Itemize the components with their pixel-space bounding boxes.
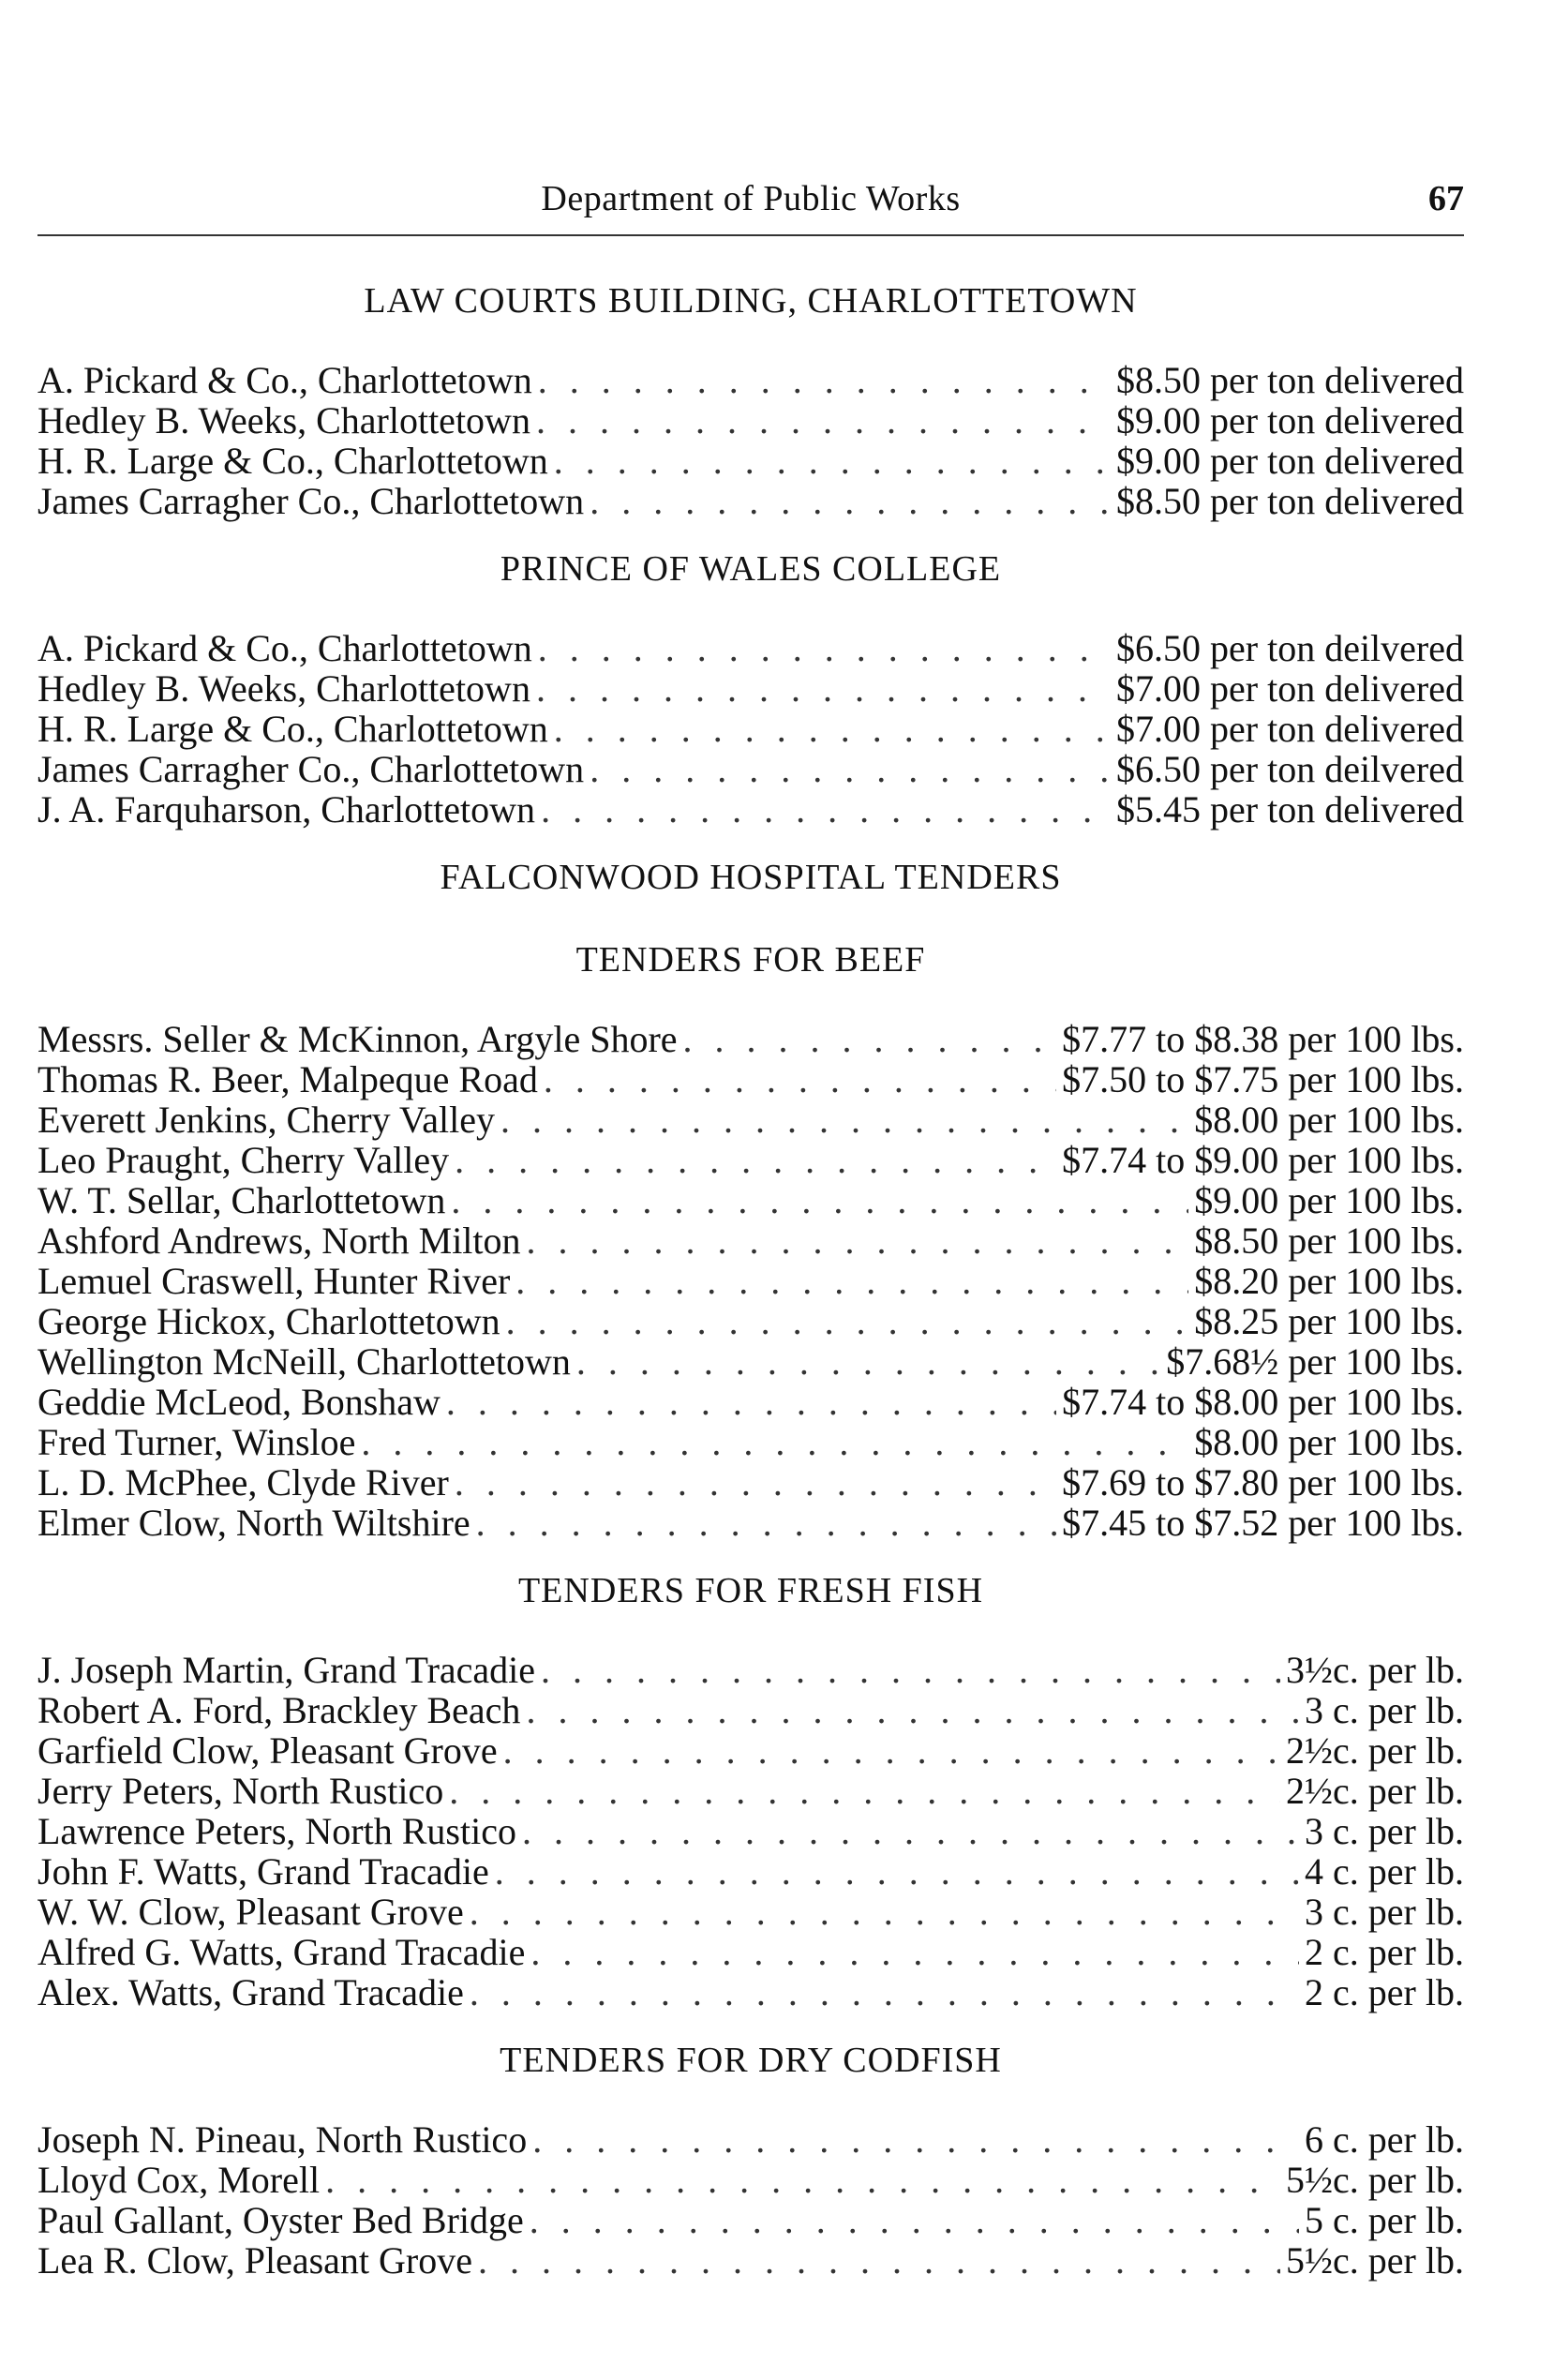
dot-leader bbox=[476, 1503, 1056, 1543]
list-item bbox=[37, 1771, 1464, 1811]
dot-leader bbox=[536, 400, 1111, 441]
running-title: Department of Public Works bbox=[541, 179, 961, 218]
dot-leader bbox=[536, 668, 1111, 709]
dot-leader bbox=[530, 2200, 1299, 2240]
list-item bbox=[37, 1059, 1464, 1100]
tenderer-name: Robert A. Ford, Brackley Beach bbox=[37, 1689, 521, 1731]
dot-leader bbox=[325, 2160, 1280, 2200]
tender-price: 5½c. per lb. bbox=[1286, 2239, 1464, 2282]
dot-leader bbox=[576, 1341, 1160, 1382]
tender-price: $8.50 per ton delivered bbox=[1116, 359, 1464, 401]
list-item bbox=[37, 749, 1464, 789]
tenderer-name: W. T. Sellar, Charlottetown bbox=[37, 1179, 446, 1221]
tenderer-name: Lawrence Peters, North Rustico bbox=[37, 1810, 516, 1852]
header-rule bbox=[37, 234, 1464, 236]
section-beef-tenders bbox=[37, 936, 1464, 1567]
list-item bbox=[37, 1851, 1464, 1892]
tenderer-name: Alex. Watts, Grand Tracadie bbox=[37, 1971, 464, 2013]
dot-leader bbox=[526, 1690, 1299, 1730]
dot-leader bbox=[538, 360, 1111, 400]
dot-leader bbox=[683, 1019, 1057, 1059]
list-item bbox=[37, 1730, 1464, 1771]
dot-leader bbox=[500, 1100, 1188, 1140]
tender-price: $7.74 to $8.00 per 100 lbs. bbox=[1062, 1381, 1464, 1423]
tenderer-name: H. R. Large & Co., Charlottetown bbox=[37, 708, 548, 750]
dot-leader bbox=[361, 1422, 1188, 1462]
tender-price: 3 c. per lb. bbox=[1305, 1891, 1464, 1933]
tenderer-name: Lea R. Clow, Pleasant Grove bbox=[37, 2239, 472, 2282]
dot-leader bbox=[449, 1771, 1280, 1811]
dot-leader bbox=[590, 749, 1111, 789]
tenderer-name: H. R. Large & Co., Charlottetown bbox=[37, 440, 548, 482]
list-item bbox=[37, 1932, 1464, 1972]
list-item bbox=[37, 1462, 1464, 1503]
tenderer-name: Paul Gallant, Oyster Bed Bridge bbox=[37, 2199, 524, 2241]
dot-leader bbox=[478, 2240, 1280, 2281]
list-item bbox=[37, 1382, 1464, 1422]
tenderer-name: John F. Watts, Grand Tracadie bbox=[37, 1850, 489, 1893]
list-item bbox=[37, 481, 1464, 521]
tender-price: 6 c. per lb. bbox=[1305, 2118, 1464, 2161]
dot-leader bbox=[451, 1180, 1188, 1220]
list-item bbox=[37, 1972, 1464, 2012]
list-item bbox=[37, 2119, 1464, 2160]
list-item bbox=[37, 1422, 1464, 1462]
tenderer-name: Elmer Clow, North Wiltshire bbox=[37, 1502, 470, 1544]
tender-price: 2½c. per lb. bbox=[1286, 1770, 1464, 1812]
list-item bbox=[37, 789, 1464, 830]
section-dry-codfish-tenders bbox=[37, 2037, 1464, 2281]
section-fresh-fish-tenders bbox=[37, 1567, 1464, 2037]
tender-price: 2 c. per lb. bbox=[1305, 1971, 1464, 2013]
tenderer-name: Lloyd Cox, Morell bbox=[37, 2159, 321, 2201]
tenderer-name: W. W. Clow, Pleasant Grove bbox=[37, 1891, 464, 1933]
tender-price: $9.00 per 100 lbs. bbox=[1194, 1179, 1464, 1221]
dot-leader bbox=[554, 709, 1111, 749]
section-prince-of-wales-college bbox=[37, 546, 1464, 854]
list-item bbox=[37, 628, 1464, 668]
list-item bbox=[37, 1503, 1464, 1543]
running-head bbox=[37, 178, 1464, 231]
tender-price: $7.45 to $7.52 per 100 lbs. bbox=[1062, 1502, 1464, 1544]
tender-price: $8.20 per 100 lbs. bbox=[1194, 1260, 1464, 1302]
list-item bbox=[37, 1341, 1464, 1382]
tender-price: $8.50 per ton delivered bbox=[1116, 480, 1464, 522]
list-item bbox=[37, 1690, 1464, 1730]
dot-leader bbox=[455, 1140, 1056, 1180]
list-item bbox=[37, 668, 1464, 709]
list-item bbox=[37, 1811, 1464, 1851]
tenderer-name: A. Pickard & Co., Charlottetown bbox=[37, 359, 532, 401]
dot-leader bbox=[532, 2119, 1299, 2160]
tenderer-name: Leo Praught, Cherry Valley bbox=[37, 1139, 450, 1181]
list-item bbox=[37, 1180, 1464, 1220]
dot-leader bbox=[538, 628, 1111, 668]
section-title: TENDERS FOR FRESH FISH bbox=[517, 1571, 984, 1610]
tender-price: $6.50 per ton deilvered bbox=[1116, 627, 1464, 669]
section-falconwood-hospital bbox=[37, 854, 1464, 936]
tenderer-name: Hedley B. Weeks, Charlottetown bbox=[37, 667, 530, 710]
section-title: TENDERS FOR BEEF bbox=[575, 940, 926, 980]
dot-leader bbox=[495, 1851, 1299, 1892]
dot-leader bbox=[455, 1462, 1056, 1503]
tender-price: $8.25 per 100 lbs. bbox=[1194, 1300, 1464, 1342]
tender-price: $7.00 per ton delivered bbox=[1116, 667, 1464, 710]
tenderer-name: Jerry Peters, North Rustico bbox=[37, 1770, 444, 1812]
list-item bbox=[37, 1301, 1464, 1341]
tenderer-name: Lemuel Craswell, Hunter River bbox=[37, 1260, 511, 1302]
tender-price: 4 c. per lb. bbox=[1305, 1850, 1464, 1893]
dot-leader bbox=[503, 1730, 1280, 1771]
tenderer-name: Wellington McNeill, Charlottetown bbox=[37, 1340, 571, 1383]
tender-price: $7.00 per ton delivered bbox=[1116, 708, 1464, 750]
dot-leader bbox=[470, 1972, 1299, 2012]
tender-price: $9.00 per ton delivered bbox=[1116, 440, 1464, 482]
tender-price: $8.50 per 100 lbs. bbox=[1194, 1219, 1464, 1262]
dot-leader bbox=[506, 1301, 1189, 1341]
list-item bbox=[37, 1019, 1464, 1059]
dot-leader bbox=[544, 1059, 1056, 1100]
dot-leader bbox=[527, 1220, 1189, 1261]
tenderer-name: Joseph N. Pineau, North Rustico bbox=[37, 2118, 528, 2161]
tenderer-name: Alfred G. Watts, Grand Tracadie bbox=[37, 1931, 526, 1973]
list-item bbox=[37, 1261, 1464, 1301]
list-item bbox=[37, 709, 1464, 749]
list-item bbox=[37, 2160, 1464, 2200]
section-title: FALCONWOOD HOSPITAL TENDERS bbox=[440, 858, 1062, 897]
tender-price: $5.45 per ton delivered bbox=[1116, 788, 1464, 830]
page-number: 67 bbox=[1428, 179, 1464, 218]
tender-price: $8.00 per 100 lbs. bbox=[1194, 1099, 1464, 1141]
page-content bbox=[37, 277, 1464, 2281]
list-item bbox=[37, 1140, 1464, 1180]
list-item bbox=[37, 1892, 1464, 1932]
list-item bbox=[37, 2200, 1464, 2240]
list-item bbox=[37, 441, 1464, 481]
tender-price: 2½c. per lb. bbox=[1286, 1729, 1464, 1772]
tenderer-name: A. Pickard & Co., Charlottetown bbox=[37, 627, 532, 669]
dot-leader bbox=[470, 1892, 1299, 1932]
tender-price: $9.00 per ton delivered bbox=[1116, 399, 1464, 441]
tender-price: 3 c. per lb. bbox=[1305, 1810, 1464, 1852]
tender-price: $8.00 per 100 lbs. bbox=[1194, 1421, 1464, 1463]
tender-price: $7.69 to $7.80 per 100 lbs. bbox=[1062, 1461, 1464, 1504]
tenderer-name: J. A. Farquharson, Charlottetown bbox=[37, 788, 536, 830]
tenderer-name: Garfield Clow, Pleasant Grove bbox=[37, 1729, 498, 1772]
dot-leader bbox=[446, 1382, 1056, 1422]
tender-price: 5 c. per lb. bbox=[1305, 2199, 1464, 2241]
tender-price: 2 c. per lb. bbox=[1305, 1931, 1464, 1973]
tenderer-name: Thomas R. Beer, Malpeque Road bbox=[37, 1058, 538, 1100]
section-title: PRINCE OF WALES COLLEGE bbox=[500, 549, 1002, 589]
tenderer-name: Messrs. Seller & McKinnon, Argyle Shore bbox=[37, 1018, 678, 1060]
list-item bbox=[37, 1650, 1464, 1690]
tender-price: 3½c. per lb. bbox=[1286, 1649, 1464, 1691]
section-title: LAW COURTS BUILDING, CHARLOTTETOWN bbox=[364, 281, 1138, 321]
tenderer-name: George Hickox, Charlottetown bbox=[37, 1300, 500, 1342]
tenderer-name: Hedley B. Weeks, Charlottetown bbox=[37, 399, 530, 441]
dot-leader bbox=[515, 1261, 1188, 1301]
tender-price: $7.74 to $9.00 per 100 lbs. bbox=[1062, 1139, 1464, 1181]
section-law-courts bbox=[37, 277, 1464, 546]
tenderer-name: J. Joseph Martin, Grand Tracadie bbox=[37, 1649, 536, 1691]
dot-leader bbox=[530, 1932, 1299, 1972]
tenderer-name: Ashford Andrews, North Milton bbox=[37, 1219, 521, 1262]
tender-price: 3 c. per lb. bbox=[1305, 1689, 1464, 1731]
dot-leader bbox=[522, 1811, 1299, 1851]
list-item bbox=[37, 1100, 1464, 1140]
tender-price: $7.77 to $8.38 per 100 lbs. bbox=[1062, 1018, 1464, 1060]
tender-price: 5½c. per lb. bbox=[1286, 2159, 1464, 2201]
list-item bbox=[37, 1220, 1464, 1261]
tender-price: $7.50 to $7.75 per 100 lbs. bbox=[1062, 1058, 1464, 1100]
tenderer-name: Everett Jenkins, Cherry Valley bbox=[37, 1099, 496, 1141]
dot-leader bbox=[541, 1650, 1280, 1690]
tenderer-name: Fred Turner, Winsloe bbox=[37, 1421, 356, 1463]
dot-leader bbox=[590, 481, 1111, 521]
tender-price: $6.50 per ton deilvered bbox=[1116, 748, 1464, 790]
dot-leader bbox=[541, 789, 1111, 830]
list-item bbox=[37, 400, 1464, 441]
tenderer-name: Geddie McLeod, Bonshaw bbox=[37, 1381, 441, 1423]
tenderer-name: L. D. McPhee, Clyde River bbox=[37, 1461, 449, 1504]
list-item bbox=[37, 360, 1464, 400]
section-title: TENDERS FOR DRY CODFISH bbox=[500, 2041, 1002, 2080]
dot-leader bbox=[554, 441, 1111, 481]
tender-price: $7.68½ per 100 lbs. bbox=[1166, 1340, 1464, 1383]
tenderer-name: James Carragher Co., Charlottetown bbox=[37, 748, 585, 790]
tenderer-name: James Carragher Co., Charlottetown bbox=[37, 480, 585, 522]
list-item bbox=[37, 2240, 1464, 2281]
